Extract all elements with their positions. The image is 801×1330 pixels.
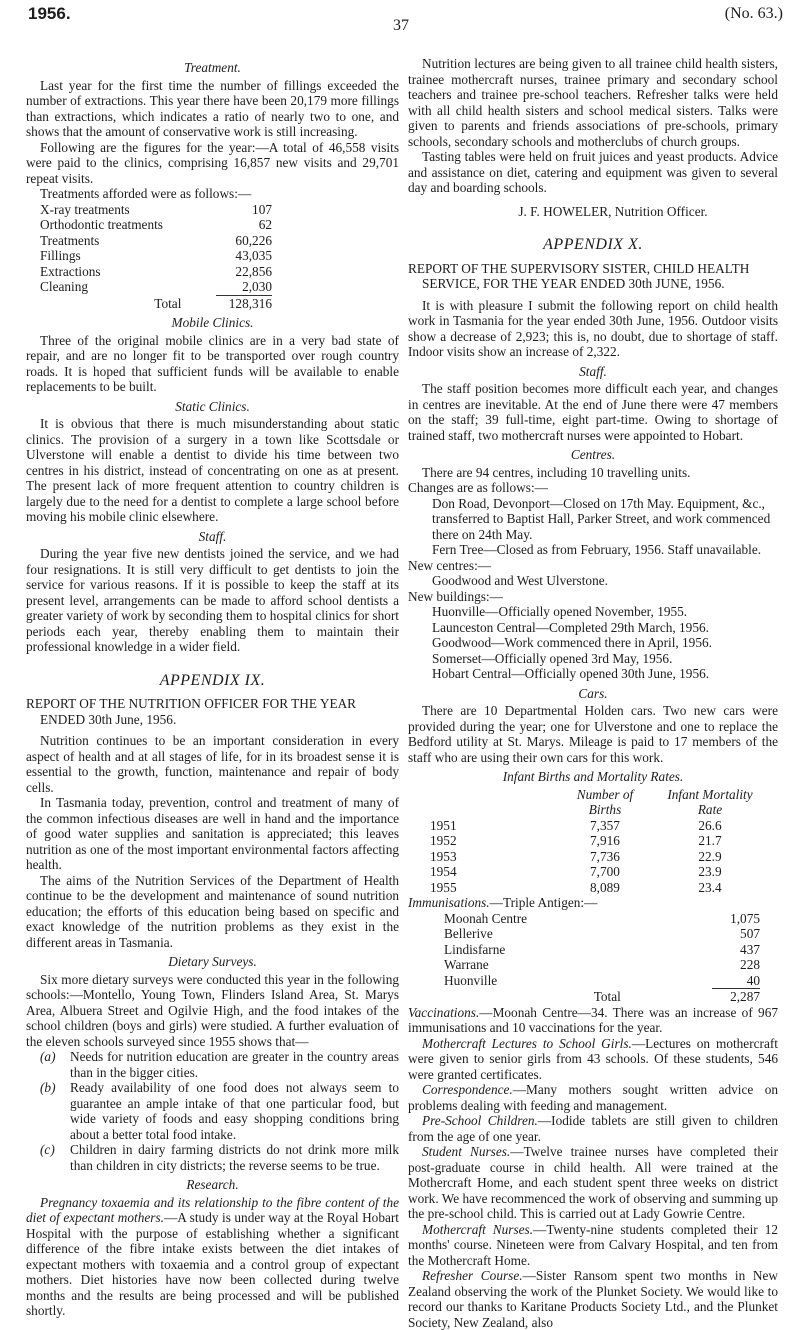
vaccinations-label: Vaccinations. bbox=[408, 1004, 480, 1020]
immunisations-total-value: 2,287 bbox=[730, 989, 760, 1004]
dietary-surveys-heading: Dietary Surveys. bbox=[168, 954, 257, 969]
treatment-label: Treatments bbox=[40, 232, 100, 248]
finding-text: Needs for nutrition education are greater in the country areas than in the bigger cities. bbox=[70, 1049, 399, 1080]
pre-school-label: Pre-School Children. bbox=[422, 1113, 538, 1128]
immunisation-row bbox=[430, 973, 760, 989]
treatment-row bbox=[40, 264, 272, 280]
finding-label: (a) bbox=[40, 1049, 56, 1064]
infant-row bbox=[430, 849, 760, 865]
appendix-ix-report-title: REPORT OF THE NUTRITION OFFICER FOR THE YEAR ENDED 30th June, 1956. bbox=[26, 696, 357, 727]
treatment-row bbox=[40, 217, 272, 233]
immunisations-total-row bbox=[430, 989, 760, 1005]
infant-row bbox=[430, 864, 760, 880]
lectures-paragraph: Nutrition lectures are being given to all trainee child health sisters, trainee mothercraft nurses, trainee primary and secondary school teachers and trainee pre-school teachers. Refresher talks were held with all child health sisters and school medical sisters. Talks were given to parents and friends associations of pre-schools, primary schools, secondary schools and motherclubs of church groups. bbox=[408, 56, 778, 149]
dietary-finding bbox=[26, 1049, 399, 1080]
refresher-course-label: Refresher Course. bbox=[422, 1268, 523, 1283]
new-building-item: Goodwood—Work commenced there in April, 1956. bbox=[432, 635, 712, 650]
nutrition-paragraph-2: In Tasmania today, prevention, control and treatment of many of the common infectious diseases are well in hand and the importance of good water supplies and sanitation is appreciated; this leaves nutrition as one of the most important environmental factors affecting health. bbox=[26, 795, 399, 872]
infant-births: 7,700 bbox=[590, 864, 620, 879]
appendix-x-report-title: REPORT OF THE SUPERVISORY SISTER, CHILD HEALTH SERVICE, FOR THE YEAR ENDED 30th JUNE, 1956. bbox=[408, 260, 750, 291]
mothercraft-nurses-label: Mothercraft Nurses. bbox=[422, 1221, 534, 1237]
new-building-item: Huonville—Officially opened November, 1955. bbox=[432, 604, 688, 619]
left-column bbox=[26, 56, 399, 1319]
mothercraft-nurses-text: —Twenty-nine students completed their 12 months' course. Nineteen were from Calvary Hospital, and ten from the Mothercraft Home. bbox=[408, 1221, 778, 1268]
appendix-x-title: APPENDIX X. bbox=[543, 236, 643, 253]
treatment-label: Cleaning bbox=[40, 279, 89, 294]
staff-heading: Staff. bbox=[198, 528, 227, 544]
immunisation-count: 507 bbox=[740, 926, 760, 941]
appendix-ix-title: APPENDIX IX. bbox=[159, 671, 266, 689]
infant-row bbox=[430, 818, 760, 834]
student-nurses-label: Student Nurses. bbox=[422, 1144, 511, 1159]
cars-heading: Cars. bbox=[578, 685, 608, 701]
correspondence-paragraph bbox=[408, 1082, 778, 1113]
immunisations-line bbox=[408, 895, 778, 911]
treatment-row bbox=[40, 202, 272, 218]
treatment-row bbox=[40, 233, 272, 249]
infant-births: 7,916 bbox=[590, 833, 620, 848]
mothercraft-lectures-text: —Lectures on mothercraft were given to senior girls from 43 schools. Of these students, 546 were granted certificates. bbox=[408, 1035, 778, 1082]
infant-year: 1952 bbox=[430, 833, 457, 848]
infant-row bbox=[430, 880, 760, 896]
treatment-intro: Treatments afforded were as follows:— bbox=[40, 186, 252, 201]
infant-year: 1954 bbox=[430, 864, 457, 879]
tasting-paragraph: Tasting tables were held on fruit juices and yeast products. Advice and assistance on diet, catering and equipment was given to several day and boarding schools. bbox=[408, 149, 778, 195]
immunisation-row bbox=[430, 911, 760, 927]
centres-heading: Centres. bbox=[570, 447, 616, 462]
finding-label: (c) bbox=[40, 1142, 55, 1157]
page-header bbox=[0, 6, 801, 54]
dietary-finding bbox=[26, 1080, 399, 1142]
infant-rate: 22.9 bbox=[698, 848, 722, 864]
new-buildings-label: New buildings:— bbox=[408, 588, 503, 604]
new-building-item: Launceston Central—Completed 29th March, 1956. bbox=[432, 619, 709, 635]
nutrition-paragraph-3: The aims of the Nutrition Services of the Department of Health continue to be the development and maintenance of sound nutrition education; the efforts of this education being based on specific and exact knowledge of the nutrition problems as they exist in the different areas in Tasmania. bbox=[26, 872, 399, 950]
mothercraft-lectures-label: Mothercraft Lectures to School Girls. bbox=[422, 1035, 632, 1051]
child-health-intro: It is with pleasure I submit the following report on child health work in Tasmania for the year ended 30th June, 1956. Outdoor visits show a decrease of 2,923; this is, no doubt, due to shortage of staff. Indoor visits show an increase of 2,322. bbox=[408, 297, 778, 359]
immunisation-count: 228 bbox=[740, 957, 760, 972]
immunisation-count: 40 bbox=[746, 972, 760, 988]
staff-paragraph-x: The staff position becomes more difficult each year, and changes in centres are inevitable. At the end of June there were 47 members on the staff; 39 full-time, eight part-time. Owing to shortage of trained staff, two mothercraft nurses were appointed to Hobart. bbox=[408, 381, 778, 443]
right-column bbox=[408, 56, 778, 1330]
infant-year: 1951 bbox=[430, 817, 457, 833]
treatment-value: 43,035 bbox=[235, 248, 272, 263]
mortality-column-subheader: Rate bbox=[697, 802, 723, 817]
research-text: —A study is under way at the Royal Hobart Hospital with the purpose of establishing whether a significant difference of the fibre intake exists between the diet intakes of expectant mothers with toxaemia and a control group of expectant mothers. Diet histories have now been collected during twelve months and the results are being processed and will be published shortly. bbox=[26, 1210, 399, 1318]
infant-births-table bbox=[430, 787, 760, 896]
treatment-paragraph-1: Last year for the first time the number of fillings exceeded the number of extractions. This year there have been 20,179 more fillings than extractions, which indicates a ratio of nearly two to one, and shows that the amount of conservative work is still increasing. bbox=[26, 77, 399, 139]
infant-births: 7,357 bbox=[590, 817, 620, 833]
treatment-value: 107 bbox=[252, 201, 272, 217]
immunisation-centre: Bellerive bbox=[444, 926, 493, 941]
changes-intro: Changes are as follows:— bbox=[408, 480, 548, 495]
immunisation-centre: Moonah Centre bbox=[444, 910, 528, 926]
infant-row bbox=[430, 833, 760, 849]
mortality-column-header: Infant Mortality bbox=[667, 786, 753, 802]
treatment-label: Orthodontic treatments bbox=[40, 217, 163, 232]
change-fern-tree: Fern Tree—Closed as from February, 1956. Staff unavailable. bbox=[432, 542, 762, 557]
total-label: Total bbox=[154, 295, 182, 311]
finding-label: (b) bbox=[40, 1080, 56, 1095]
staff-heading-x: Staff. bbox=[579, 363, 607, 379]
treatments-total-row bbox=[40, 296, 272, 312]
infant-rate: 21.7 bbox=[698, 833, 722, 848]
vaccinations-text: —Moonah Centre—34. There was an increase of 967 immunisations and 10 vaccinations for the year. bbox=[408, 1004, 778, 1035]
births-column-header: Number of bbox=[576, 786, 634, 802]
immunisation-centre: Warrane bbox=[444, 957, 489, 972]
infant-year: 1953 bbox=[430, 848, 457, 864]
treatment-label: X-ray treatments bbox=[40, 201, 130, 217]
centres-paragraph: There are 94 centres, including 10 travelling units. bbox=[422, 464, 691, 480]
page-number: 37 bbox=[393, 17, 409, 34]
treatment-value: 22,856 bbox=[235, 263, 272, 279]
immunisation-row bbox=[430, 957, 760, 973]
research-lead: Pregnancy toxaemia and its relationship to the fibre content of the diet of expectant mothers. bbox=[26, 1194, 399, 1225]
new-building-item: Somerset—Officially opened 3rd May, 1956. bbox=[432, 650, 673, 666]
mobile-clinics-heading: Mobile Clinics. bbox=[171, 315, 254, 330]
staff-paragraph: During the year five new dentists joined the service, and we had four resignations. It is still very difficult to get dentists to join the service for various reasons. If it is possible to keep the staff at its present level, arrangements can be made to afford school dentists a greater variety of work by seconding them to hospital clinics for short periods each year, thereby enabling them to maintain their professional knowledge in a wider field. bbox=[26, 546, 399, 654]
student-nurses-text: —Twelve trainee nurses have completed their post-graduate course in child health. All were trained at the Mothercraft Home, and each student spent three weeks on district work. We have recommenced the work of observing and summing up the pre-school child. This is carried out at Lady Gowrie Centre. bbox=[408, 1144, 779, 1221]
infant-rate: 23.4 bbox=[698, 879, 722, 895]
treatment-heading: Treatment. bbox=[184, 60, 241, 75]
pre-school-paragraph bbox=[408, 1113, 778, 1144]
vaccinations-paragraph bbox=[408, 1005, 778, 1036]
correspondence-label: Correspondence. bbox=[422, 1082, 513, 1097]
immunisation-count: 1,075 bbox=[730, 910, 760, 926]
infant-births-heading: Infant Births and Mortality Rates. bbox=[502, 769, 684, 784]
dietary-finding bbox=[26, 1142, 399, 1173]
document-number: (No. 63.) bbox=[724, 5, 783, 22]
treatment-label: Extractions bbox=[40, 263, 101, 279]
mothercraft-lectures-paragraph bbox=[408, 1036, 778, 1083]
new-centres-list: Goodwood and West Ulverstone. bbox=[432, 573, 608, 588]
new-buildings-list bbox=[408, 604, 778, 682]
refresher-course-paragraph bbox=[408, 1268, 778, 1330]
immunisation-centre: Lindisfarne bbox=[444, 941, 506, 957]
immunisation-centre: Huonville bbox=[444, 972, 498, 988]
treatment-paragraph-2: Following are the figures for the year:—A total of 46,558 visits were paid to the clinics, comprising 16,857 new visits and 29,701 repeat visits. bbox=[26, 139, 399, 186]
immunisations-label: Immunisations. bbox=[408, 895, 490, 910]
treatment-row bbox=[40, 279, 272, 295]
report-year: 1956. bbox=[28, 4, 71, 23]
infant-year: 1955 bbox=[430, 879, 457, 895]
research-heading: Research. bbox=[186, 1177, 239, 1192]
new-building-item: Hobart Central—Officially opened 30th June, 1956. bbox=[432, 666, 710, 681]
immunisations-total-label: Total bbox=[593, 989, 621, 1004]
treatment-value: 2,030 bbox=[242, 279, 272, 294]
nutrition-officer-signature: J. F. HOWELER, Nutrition Officer. bbox=[518, 203, 708, 219]
new-centres-label: New centres:— bbox=[408, 557, 492, 573]
finding-text: Ready availability of one food does not always seem to guarantee an ample intake of that one particular food, but wide variety of foods and easy shopping conditions bring about a better total food intake. bbox=[70, 1080, 399, 1142]
dietary-surveys-paragraph: Six more dietary surveys were conducted this year in the following schools:—Montello, Young Town, Flinders Island Area, St. Marys Area, Albuera Street and Ogilvie High, and the food intakes of the school children (boys and girls) were studied. A further evaluation of the eleven schools surveyed since 1955 shows that— bbox=[26, 971, 399, 1049]
correspondence-text: —Many mothers sought written advice on problems dealing with feeding and management. bbox=[408, 1082, 778, 1113]
births-column-subheader: Births bbox=[588, 802, 622, 817]
student-nurses-paragraph bbox=[408, 1144, 778, 1222]
pre-school-text: —Iodide tablets are still given to children from the age of one year. bbox=[408, 1113, 778, 1144]
immunisation-row bbox=[430, 942, 760, 958]
dietary-findings-list bbox=[26, 1049, 399, 1173]
total-value: 128,316 bbox=[228, 295, 272, 311]
infant-rate: 26.6 bbox=[698, 817, 722, 833]
mothercraft-nurses-paragraph bbox=[408, 1222, 778, 1269]
treatment-row bbox=[40, 248, 272, 264]
finding-text: Children in dairy farming districts do not drink more milk than children in city districts; the reverse seems to be true. bbox=[70, 1142, 399, 1173]
refresher-course-text: —Sister Ransom spent two months in New Zealand observing the work of the Plunket Society. We would like to record our thanks to Karitane Products Society Ltd., and the Plunket Society, New Zealand, also bbox=[408, 1268, 778, 1330]
immunisations-text: —Triple Antigen:— bbox=[489, 895, 598, 910]
static-clinics-heading: Static Clinics. bbox=[175, 398, 250, 414]
immunisation-count: 437 bbox=[740, 941, 760, 957]
immunisations-table bbox=[430, 911, 760, 1005]
mobile-clinics-paragraph: Three of the original mobile clinics are in a very bad state of repair, and are no longer fit to be transported over rough country roads. It is hoped that sufficient funds will be available to enable replacements to be built. bbox=[26, 332, 399, 394]
infant-births: 8,089 bbox=[590, 879, 620, 895]
treatment-value: 60,226 bbox=[235, 232, 272, 248]
research-paragraph bbox=[26, 1195, 399, 1319]
immunisation-row bbox=[430, 926, 760, 942]
change-don-road: Don Road, Devonport—Closed on 17th May. Equipment, &c., transferred to Baptist Hall, Parker Street, and work commenced there on 24th May. bbox=[432, 495, 771, 542]
infant-rate: 23.9 bbox=[698, 864, 722, 879]
treatments-table bbox=[40, 202, 272, 312]
treatment-value: 62 bbox=[258, 217, 272, 232]
static-clinics-paragraph: It is obvious that there is much misunderstanding about static clinics. The provision of a surgery in a town like Scottsdale or Ulverstone will enable a dentist to divide his time between two centres in his district, instead of concentrating on one as at present. The present lack of more frequent attention to country children is largely due to the need for a dentist to complete a large school before moving his mobile clinic elsewhere. bbox=[26, 416, 399, 524]
nutrition-paragraph-1: Nutrition continues to be an important consideration in every aspect of health and at all stages of life, for in its broadest sense it is essential to the growth, function, maintenance and repair of body cells. bbox=[26, 733, 399, 795]
infant-births: 7,736 bbox=[590, 848, 620, 864]
cars-paragraph: There are 10 Departmental Holden cars. Two new cars were provided during the year; one for Ulverstone and one to replace the Bedford utility at St. Marys. Mileage is paid to 17 members of the staff who are using their own cars for this work. bbox=[408, 703, 778, 765]
treatment-label: Fillings bbox=[40, 248, 81, 263]
